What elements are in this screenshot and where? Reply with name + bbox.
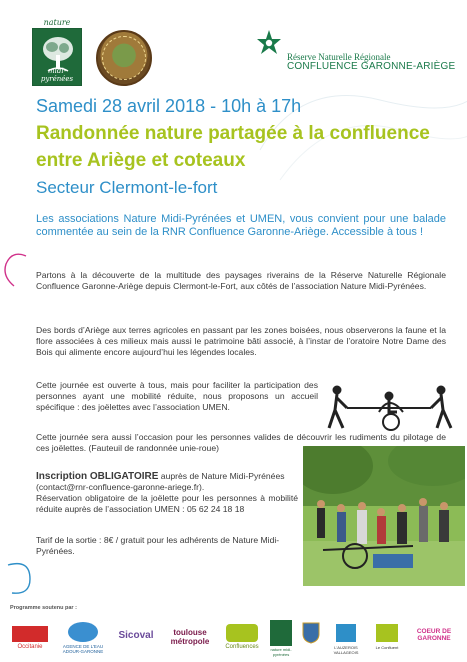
paragraph-1: Partons à la découverte de la multitude des paysages riverains de la Réserve Naturelle Régionale Confluence Garonne-Ariège depuis Clermont-le-Fort, aux côtés de l’association Nature Midi-Pyrénées. — [36, 270, 446, 291]
paragraph-3: Cette journée est ouverte à tous, mais pour faciliter la participation des personnes ayant une mobilité réduite, nous proposons un accueil spécifique : des joëlettes avec l’association UMEN. — [36, 380, 318, 412]
event-intro: Les associations Nature Midi-Pyrénées et UMEN, vous convient pour une balade commentée au sein de la RNR Confluence Garonne-Ariège. Accessible à tous ! — [36, 213, 446, 238]
inscription-email: (contact@rnr-confluence-garonne-ariege.fr). — [36, 482, 205, 492]
nature-midi-pyrenees-logo — [32, 18, 82, 86]
decorative-swirl-bottom — [0, 555, 40, 605]
event-date: Samedi 28 avril 2018 - 10h à 17h — [36, 96, 302, 116]
inscription-rest: auprès de Nature Midi-Pyrénées — [158, 471, 285, 481]
inscription-block — [36, 471, 298, 515]
paragraph-4: Cette journée sera aussi l’occasion pour les personnes valides de découvrir les rudiments du pilotage de ces joëlettes. (Fauteuil de randonnée unie-roue) — [36, 432, 446, 453]
joelette-reservation: Réservation obligatoire de la joëlette pour les personnes à mobilité réduite auprès de l’association UMEN : 05 62 24 18 18 — [36, 493, 298, 514]
umen-logo — [96, 30, 152, 86]
inscription-label: Inscription OBLIGATOIRE — [36, 471, 159, 482]
sponsor-occitanie: Occitanie — [8, 618, 52, 658]
sponsor-label: Programme soutenu par : — [10, 605, 77, 611]
sponsor-confluences: Confluences — [222, 618, 262, 658]
event-subtitle: Secteur Clermont-le-fort — [36, 178, 218, 197]
sponsor-nature-mp: nature midi-pyrénées — [266, 618, 296, 658]
rnr-line1: Réserve Naturelle Régionale — [287, 52, 391, 62]
sponsor-coeur-de-garonne: COEUR DE GARONNE — [416, 628, 452, 642]
nature-logo-bottom-text: midi-pyrénées — [40, 67, 74, 83]
nature-logo-top-text: nature — [43, 18, 71, 27]
joelette-illustration — [323, 382, 461, 432]
rnr-star-icon — [255, 30, 283, 60]
sponsor-shield — [300, 618, 322, 658]
sponsor-logos — [8, 618, 463, 658]
tarif: Tarif de la sortie : 8€ / gratuit pour les adhérents de Nature Midi-Pyrénées. — [36, 535, 280, 556]
sponsor-le-confluent: Le Confluent — [368, 618, 406, 658]
group-photo — [303, 446, 465, 586]
decorative-swirl-left — [0, 236, 30, 296]
paragraph-2: Des bords d’Ariège aux terres agricoles en passant par les zones boisées, nous observerons la faune et la flore associées à ces milieux mais aussi le patrimoine bâti associé, à l’instar de l’oratoire Notre Dame des Bois qui alimente encore aujourd’hui les légendes locales. — [36, 325, 446, 357]
sponsor-lauzerois: L'AUZEROIS VALLAGEOIS — [326, 618, 366, 658]
rnr-logo — [255, 30, 455, 70]
sponsor-sicoval: Sicoval — [118, 630, 154, 641]
sponsor-toulouse-metropole: toulouse métropole — [170, 628, 210, 646]
rnr-line2: CONFLUENCE GARONNE-ARIÈGE — [287, 61, 456, 72]
event-title: Randonnée nature partagée à la confluence entre Ariège et coteaux — [36, 123, 430, 171]
sponsor-agence-eau: AGENCE DE L'EAU ADOUR-GARONNE — [58, 618, 108, 658]
